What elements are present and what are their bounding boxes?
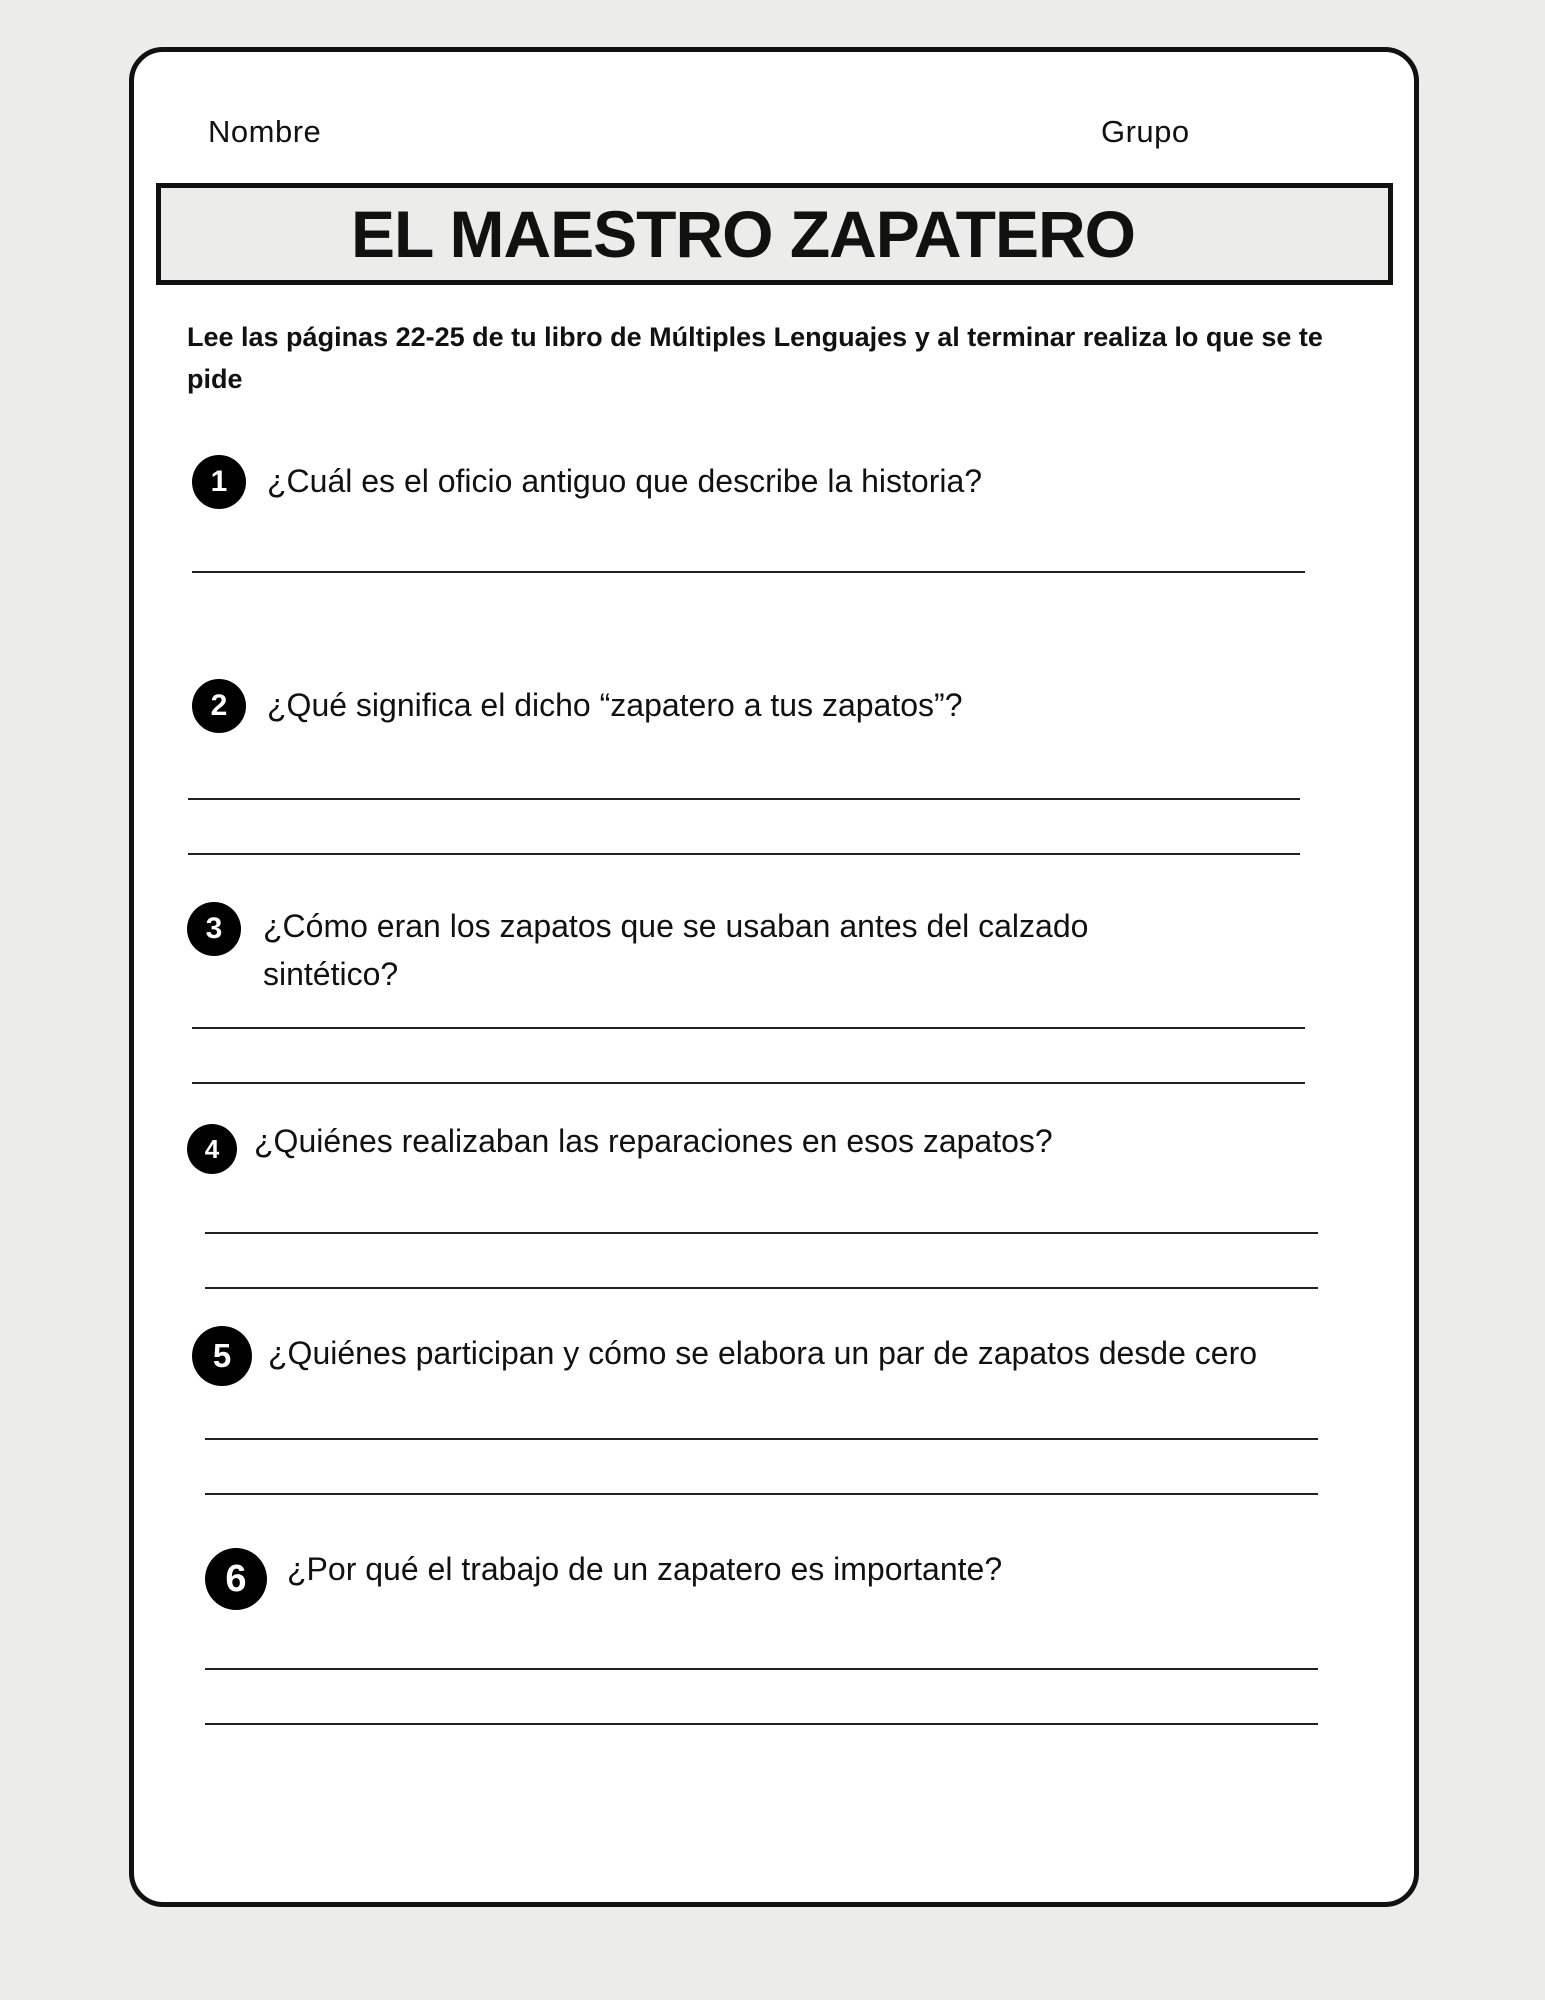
answer-line[interactable] [192, 1082, 1305, 1084]
answer-line[interactable] [192, 1027, 1305, 1029]
question-number-badge: 2 [192, 679, 246, 733]
question-text: ¿Quiénes realizaban las reparaciones en esos zapatos? [254, 1123, 1053, 1159]
question-text: ¿Por qué el trabajo de un zapatero es importante? [287, 1551, 1003, 1587]
answer-line[interactable] [192, 571, 1305, 573]
question-number-badge: 4 [187, 1124, 237, 1174]
question-number-badge: 3 [187, 902, 241, 956]
answer-line[interactable] [188, 853, 1300, 855]
page-title: EL MAESTRO ZAPATERO [351, 197, 1136, 271]
answer-line[interactable] [205, 1438, 1318, 1440]
title-box [156, 183, 1393, 285]
question-text: ¿Cómo eran los zapatos que se usaban antes del calzado sintético? [263, 908, 1089, 992]
worksheet-page [129, 47, 1419, 1907]
question-number-badge: 5 [192, 1326, 252, 1386]
answer-line[interactable] [205, 1668, 1318, 1670]
question-number-badge: 1 [192, 455, 246, 509]
group-label: Grupo [1101, 114, 1190, 149]
name-label: Nombre [208, 114, 322, 149]
instructions-text: Lee las páginas 22-25 de tu libro de Múltiples Lenguajes y al terminar realiza lo que se te pide [187, 322, 1323, 394]
answer-line[interactable] [205, 1493, 1318, 1495]
answer-line[interactable] [205, 1287, 1318, 1289]
answer-line[interactable] [205, 1723, 1318, 1725]
answer-line[interactable] [205, 1232, 1318, 1234]
question-text: ¿Cuál es el oficio antiguo que describe la historia? [267, 463, 983, 499]
question-text: ¿Qué significa el dicho “zapatero a tus zapatos”? [267, 687, 963, 723]
answer-line[interactable] [188, 798, 1300, 800]
question-text: ¿Quiénes participan y cómo se elabora un par de zapatos desde cero [268, 1335, 1258, 1371]
question-number-badge: 6 [205, 1548, 267, 1610]
